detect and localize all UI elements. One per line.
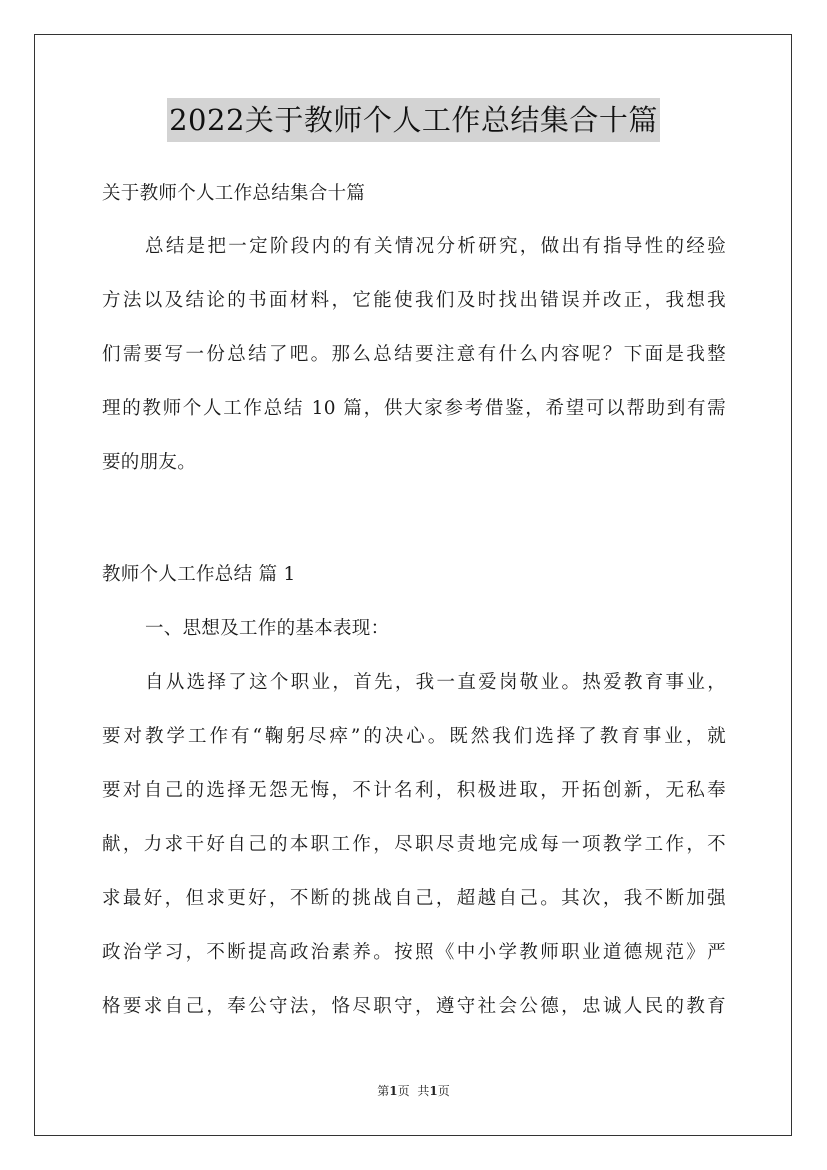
intro-line-2: 方法以及结论的书面材料，它能使我们及时找出错误并改正，我想我 (102, 290, 726, 311)
subsection-heading: 一、思想及工作的基本表现： (145, 618, 390, 639)
body-line-2: 要对教学工作有“鞠躬尽瘁”的决心。既然我们选择了教育事业，就 (102, 726, 726, 747)
body-line-4: 献，力求干好自己的本职工作，尽职尽责地完成每一项教学工作，不 (102, 834, 726, 855)
body-line-6: 政治学习，不断提高政治素养。按照《中小学教师职业道德规范》严 (102, 942, 726, 963)
intro-line-5: 要的朋友。 (102, 452, 197, 473)
body-line-7: 格要求自己，奉公守法，恪尽职守，遵守社会公德，忠诚人民的教育 (102, 996, 726, 1017)
page-suffix: 页 (397, 1084, 410, 1098)
body-line-5: 求最好，但求更好，不断的挑战自己，超越自己。其次，我不断加强 (102, 888, 726, 909)
total-prefix: 共 (417, 1084, 430, 1098)
intro-line-3: 们需要写一份总结了吧。那么总结要注意有什么内容呢？下面是我整 (102, 344, 726, 365)
total-suffix: 页 (437, 1084, 450, 1098)
document-title (0, 98, 827, 147)
body-line-3: 要对自己的选择无怨无悔，不计名利，积极进取，开拓创新，无私奉 (102, 780, 726, 801)
body-line-1: 自从选择了这个职业，首先，我一直爱岗敬业。热爱教育事业， (145, 672, 726, 693)
total-pages: 1 (429, 1084, 438, 1098)
intro-line-1: 总结是把一定阶段内的有关情况分析研究，做出有指导性的经验 (145, 236, 726, 257)
document-subtitle: 关于教师个人工作总结集合十篇 (102, 183, 366, 204)
document-title-text: 2022关于教师个人工作总结集合十篇 (167, 98, 660, 142)
page-number: 1 (389, 1084, 398, 1098)
section-heading: 教师个人工作总结 篇 1 (102, 564, 296, 585)
page-footer (0, 1083, 827, 1099)
intro-line-4: 理的教师个人工作总结 10 篇，供大家参考借鉴，希望可以帮助到有需 (102, 398, 726, 419)
page-prefix: 第 (377, 1084, 390, 1098)
